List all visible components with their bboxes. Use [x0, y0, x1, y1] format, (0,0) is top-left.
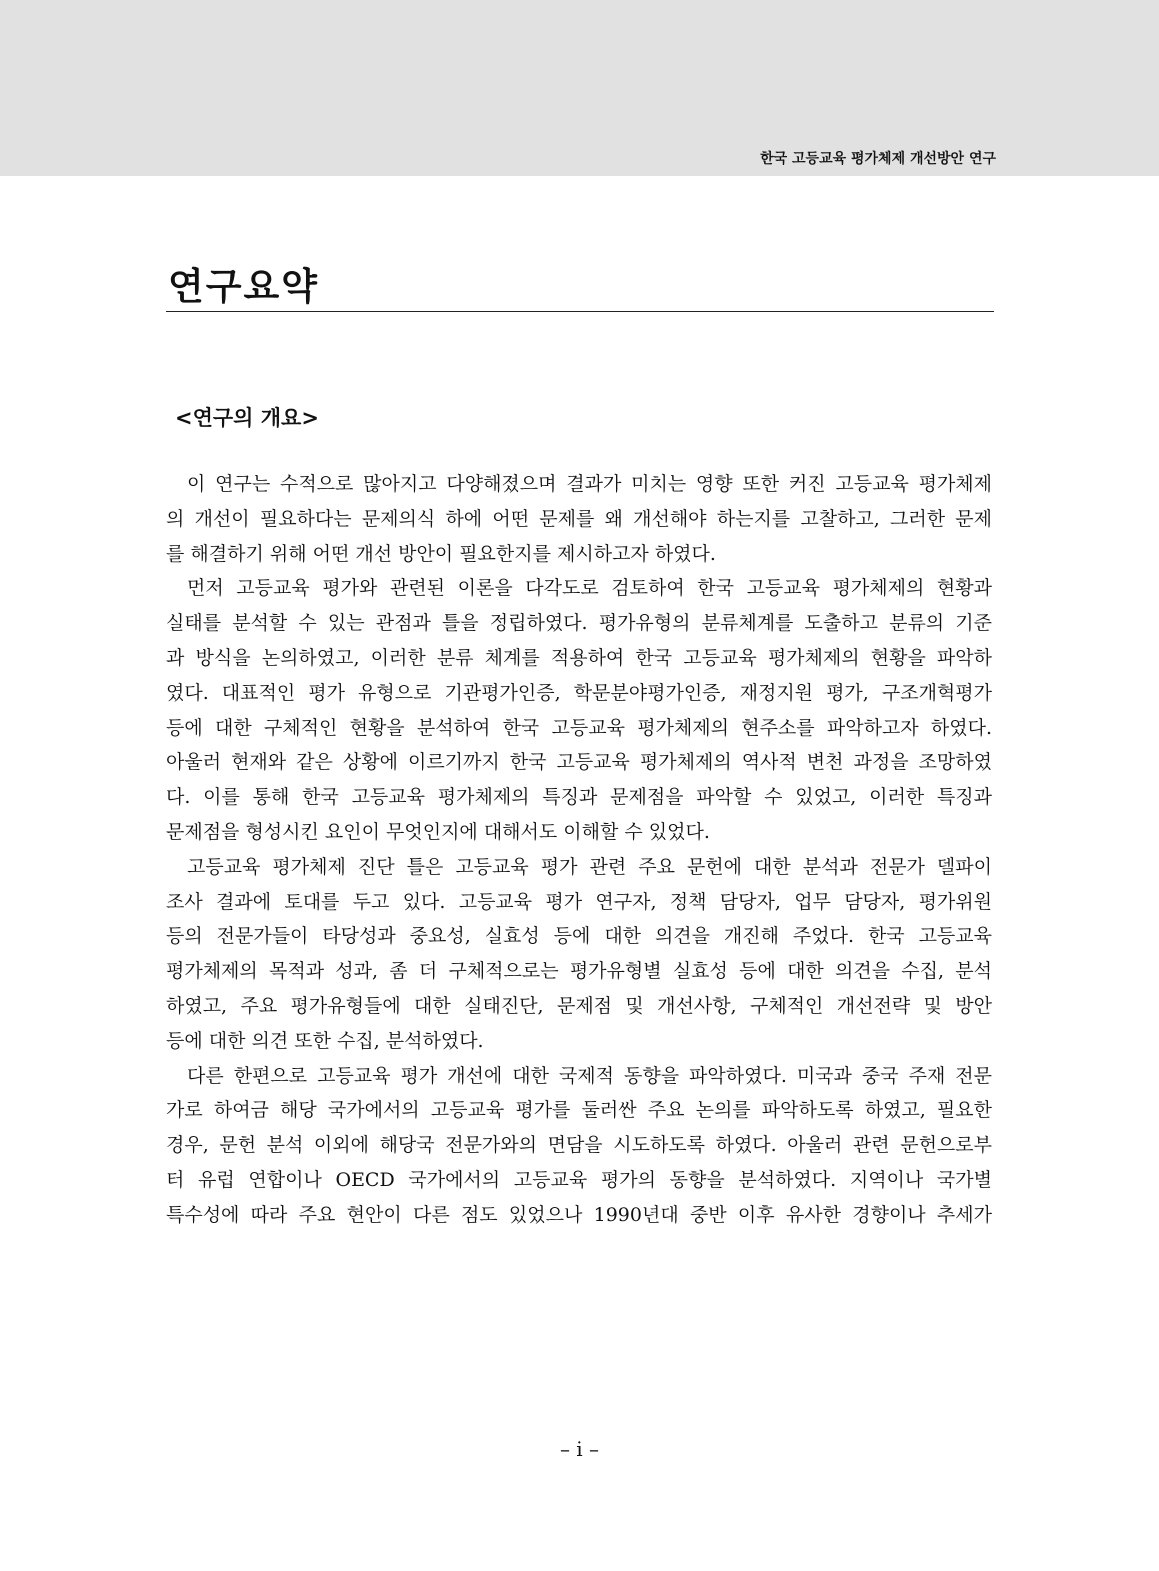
text-line: 경우, 문헌 분석 이외에 해당국 전문가와의 면담을 시도하도록 하였다. 아울러 관련 문헌으로부: [166, 1134, 992, 1157]
title-divider: [166, 311, 994, 312]
page-number: – i –: [559, 1437, 600, 1461]
text-line: 먼저 고등교육 평가와 관련된 이론을 다각도로 검토하여 한국 고등교육 평가체제의 현황과: [187, 577, 992, 600]
text-line: 고등교육 평가체제 진단 틀은 고등교육 평가 관련 주요 문헌에 대한 분석과 전문가 델파이: [187, 855, 992, 878]
page-title: 연구요약: [168, 265, 319, 308]
body-text: [166, 467, 992, 1233]
text-line: 의 개선이 필요하다는 문제의식 하에 어떤 문제를 왜 개선해야 하는지를 고찰하고, 그러한 문제: [166, 507, 992, 530]
running-header-title: 한국 고등교육 평가체제 개선방안 연구: [760, 151, 996, 167]
text-line: 평가체제의 목적과 성과, 좀 더 구체적으로는 평가유형별 실효성 등에 대한 의견을 수집, 분석: [166, 960, 992, 983]
text-line: 터 유럽 연합이나 OECD 국가에서의 고등교육 평가의 동향을 분석하였다. 지역이나 국가별: [166, 1168, 992, 1191]
text-line: 조사 결과에 토대를 두고 있다. 고등교육 평가 연구자, 정책 담당자, 업무 담당자, 평가위원: [166, 890, 992, 913]
header-band: [0, 0, 1159, 176]
text-line: 다른 한편으로 고등교육 평가 개선에 대한 국제적 동향을 파악하였다. 미국과 중국 주재 전문: [187, 1064, 992, 1087]
section-heading: <연구의 개요>: [175, 406, 319, 430]
text-line: 실태를 분석할 수 있는 관점과 틀을 정립하였다. 평가유형의 분류체계를 도출하고 분류의 기준: [166, 612, 992, 635]
text-line: 등에 대한 구체적인 현황을 분석하여 한국 고등교육 평가체제의 현주소를 파악하고자 하였다.: [166, 716, 992, 739]
paragraph: [166, 1059, 992, 1233]
text-line: 등의 전문가들이 타당성과 중요성, 실효성 등에 대한 의견을 개진해 주었다. 한국 고등교육: [166, 925, 992, 948]
text-line: 아울러 현재와 같은 상황에 이르기까지 한국 고등교육 평가체제의 역사적 변천 과정을 조망하였: [166, 751, 992, 774]
text-line: 다. 이를 통해 한국 고등교육 평가체제의 특징과 문제점을 파악할 수 있었고, 이러한 특징과: [166, 786, 992, 809]
text-line: 특수성에 따라 주요 현안이 다른 점도 있었으나 1990년대 중반 이후 유사한 경향이나 추세가: [166, 1203, 992, 1226]
text-line: 가로 하여금 해당 국가에서의 고등교육 평가를 둘러싼 주요 논의를 파악하도록 하였고, 필요한: [166, 1099, 992, 1122]
text-line: 이 연구는 수적으로 많아지고 다양해졌으며 결과가 미치는 영향 또한 커진 고등교육 평가체제: [187, 473, 992, 495]
text-line: 였다. 대표적인 평가 유형으로 기관평가인증, 학문분야평가인증, 재정지원 평가, 구조개혁평가: [166, 681, 992, 704]
paragraph: [166, 571, 992, 849]
text-line: 하였고, 주요 평가유형들에 대한 실태진단, 문제점 및 개선사항, 구체적인 개선전략 및 방안: [166, 994, 992, 1017]
text-line: 과 방식을 논의하였고, 이러한 분류 체계를 적용하여 한국 고등교육 평가체제의 현황을 파악하: [166, 646, 992, 669]
paragraph: [166, 850, 992, 1059]
text-line: 를 해결하기 위해 어떤 개선 방안이 필요한지를 제시하고자 하였다.: [166, 542, 716, 565]
paragraph: [166, 467, 992, 571]
text-line: 문제점을 형성시킨 요인이 무엇인지에 대해서도 이해할 수 있었다.: [166, 820, 710, 843]
text-line: 등에 대한 의견 또한 수집, 분석하였다.: [166, 1029, 484, 1052]
